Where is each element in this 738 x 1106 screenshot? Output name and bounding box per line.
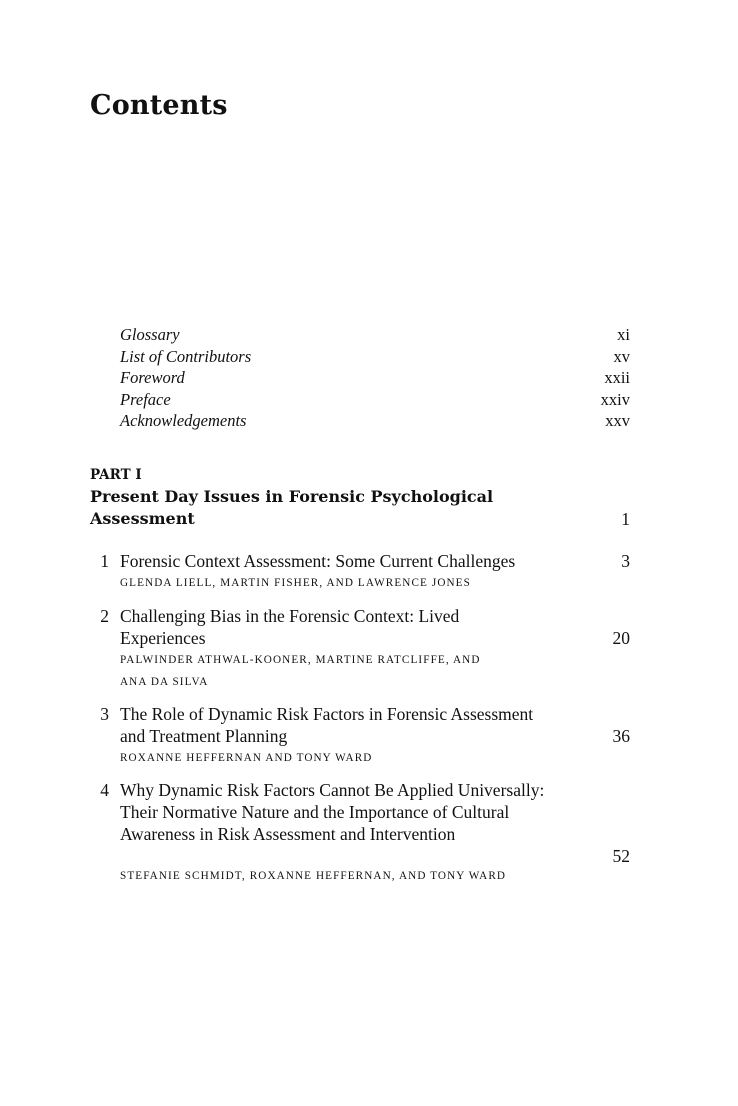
front-matter-list: [120, 324, 630, 432]
chapter-number: 4: [100, 780, 109, 800]
front-matter-title: Glossary: [120, 325, 180, 344]
chapter-authors: GLENDA LIELL, MARTIN FISHER, AND LAWRENCE JONES: [120, 577, 471, 589]
chapter-title[interactable]: Why Dynamic Risk Factors Cannot Be Applied Universally: Their Normative Nature and the Importance of Cultural Awareness in Risk Assessment and Intervention: [120, 780, 545, 844]
chapter-authors: STEFANIE SCHMIDT, ROXANNE HEFFERNAN, AND TONY WARD: [120, 870, 507, 882]
part-label: PART I: [90, 467, 142, 483]
chapter-page: 52: [612, 846, 630, 866]
front-matter-item-glossary[interactable]: [120, 324, 630, 346]
chapter-title[interactable]: Challenging Bias in the Forensic Context: Lived Experiences: [120, 606, 460, 648]
chapter-number: 1: [100, 551, 109, 571]
chapter-number: 2: [100, 606, 109, 626]
part-page: 1: [621, 509, 630, 529]
chapter-title[interactable]: Forensic Context Assessment: Some Current Challenges: [120, 551, 516, 571]
chapter-authors: ROXANNE HEFFERNAN AND TONY WARD: [120, 752, 373, 764]
chapter-title[interactable]: The Role of Dynamic Risk Factors in Forensic Assessment and Treatment Planning: [120, 704, 534, 746]
front-matter-page: xxv: [605, 411, 630, 431]
chapter-page: 36: [612, 726, 630, 746]
front-matter-title: Preface: [120, 389, 171, 409]
contents-heading: Contents: [90, 90, 228, 121]
front-matter-title: Foreword: [120, 368, 185, 388]
chapter-authors: PALWINDER ATHWAL-KOONER, MARTINE RATCLIFFE, AND ANA DA SILVA: [120, 654, 481, 688]
front-matter-item-contributors[interactable]: [120, 346, 630, 368]
front-matter-item-foreword[interactable]: [120, 367, 630, 389]
chapter-number: 3: [100, 704, 109, 724]
front-matter-page: xi: [617, 325, 630, 344]
front-matter-page: xxii: [604, 368, 630, 388]
front-matter-item-preface[interactable]: [120, 389, 630, 411]
chapter-page: 20: [612, 628, 630, 648]
front-matter-page: xv: [613, 346, 630, 366]
front-matter-page: xxiv: [600, 389, 630, 409]
chapter-page: 3: [621, 551, 630, 571]
front-matter-title: List of Contributors: [120, 346, 252, 366]
front-matter-title: Acknowledgements: [120, 411, 247, 431]
front-matter-item-acknowledgements[interactable]: [120, 410, 630, 432]
part-title[interactable]: Present Day Issues in Forensic Psychological Assessment: [90, 487, 494, 528]
